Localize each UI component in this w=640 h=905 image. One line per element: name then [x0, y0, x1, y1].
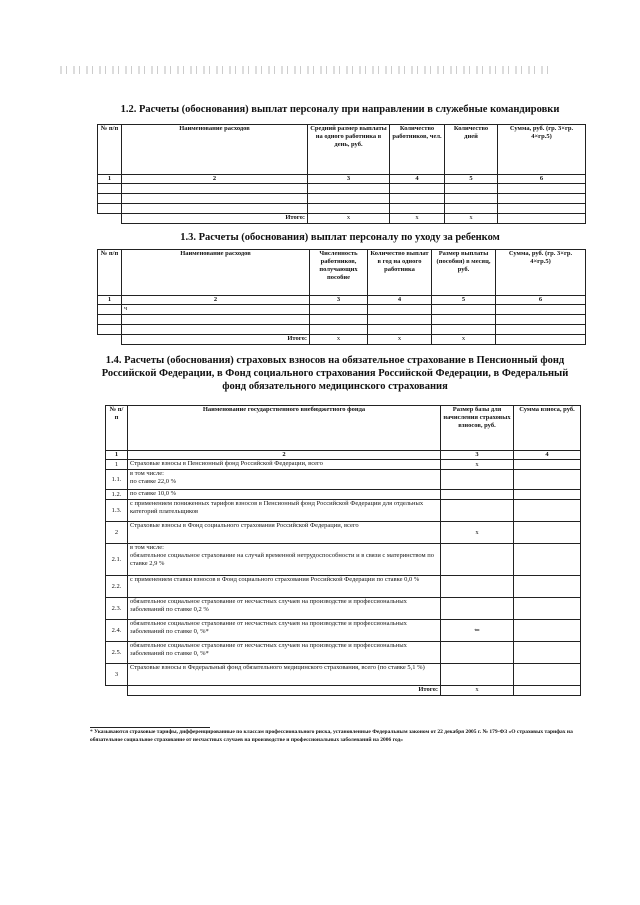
- col-number: 1: [106, 451, 128, 460]
- header-cell: Наименование расходов: [122, 125, 308, 175]
- row-number: 1.3.: [106, 500, 128, 522]
- col-number: 5: [445, 175, 498, 184]
- header-cell: № п/п: [98, 125, 122, 175]
- table-row: [106, 500, 581, 522]
- contribution-value: [514, 500, 581, 522]
- row-number: 2.3.: [106, 598, 128, 620]
- total-mark: x: [390, 214, 445, 224]
- contribution-value: [514, 664, 581, 686]
- footnote-divider: [90, 727, 210, 728]
- total-mark: x: [308, 214, 390, 224]
- section-1-2-title: 1.2. Расчеты (обоснования) выплат персоналу при направлении в служебные командировки: [120, 104, 560, 115]
- contribution-value: [514, 470, 581, 490]
- col-number: 4: [514, 451, 581, 460]
- table-row: [106, 664, 581, 686]
- table-row: [106, 460, 581, 470]
- base-value: [441, 544, 514, 576]
- total-mark: x: [368, 335, 432, 345]
- header-cell: Количество работников, чел.: [390, 125, 445, 175]
- col-number: 1: [98, 296, 122, 305]
- table-row: [106, 490, 581, 500]
- table-row: [98, 305, 586, 315]
- header-cell: Наименование государственного внебюджетного фонда: [128, 406, 441, 451]
- row-number: 2.5.: [106, 642, 128, 664]
- header-cell: Наименование расходов: [122, 250, 310, 296]
- fund-name: Страховые взносы в Федеральный фонд обязательного медицинского страхования, всего (по ставке 5,1 %): [128, 664, 441, 686]
- total-mark: x: [441, 686, 514, 696]
- fund-name: с применением ставки взносов в Фонд социального страхования Российской Федерации по ставке 0,0 %: [128, 576, 441, 598]
- header-cell: Количество выплат в год на одного работника: [368, 250, 432, 296]
- table-row: [106, 642, 581, 664]
- base-value: [441, 500, 514, 522]
- stray-mark: ч: [122, 305, 310, 315]
- fund-name: в том числе: по ставке 22,0 %: [128, 470, 441, 490]
- fund-name: с применением пониженных тарифов взносов в Пенсионный фонд Российской Федерации для отдельных категорий плательщиков: [128, 500, 441, 522]
- base-value: x: [441, 522, 514, 544]
- section-1-3-table: [97, 249, 586, 345]
- fund-name: Страховые взносы в Фонд социального страхования Российской Федерации, всего: [128, 522, 441, 544]
- col-number: 3: [441, 451, 514, 460]
- col-number: 2: [122, 296, 310, 305]
- total-label: Итого:: [122, 214, 308, 224]
- header-cell: № п/п: [106, 406, 128, 451]
- contribution-value: [514, 576, 581, 598]
- table-row: [98, 194, 586, 204]
- footnote: * Указываются страховые тарифы, дифференцированные по классам профессионального риска, установленные Федеральным законом от 22 декабря 2005 г. № 179-ФЗ «О страховых тарифах на обязательное социальное страхование от несчастных случаев на производстве и профессиональных заболеваний на 2006 год»: [90, 729, 573, 743]
- contribution-value: [514, 490, 581, 500]
- total-row: [98, 214, 586, 224]
- header-cell: Размер базы для начисления страховых взносов, руб.: [441, 406, 514, 451]
- base-value: [441, 576, 514, 598]
- col-number: 2: [128, 451, 441, 460]
- base-value: [441, 490, 514, 500]
- total-label: Итого:: [122, 335, 310, 345]
- col-number: 3: [310, 296, 368, 305]
- col-number: 6: [498, 175, 586, 184]
- table-row: [106, 620, 581, 642]
- table-row: [106, 598, 581, 620]
- table-row: [98, 315, 586, 325]
- col-number: 4: [390, 175, 445, 184]
- table-row: [106, 576, 581, 598]
- base-value: [441, 642, 514, 664]
- fund-name: по ставке 10,0 %: [128, 490, 441, 500]
- base-value: [441, 598, 514, 620]
- row-number: 1.2.: [106, 490, 128, 500]
- contribution-value: [514, 642, 581, 664]
- fund-name: обязательное социальное страхование от несчастных случаев на производстве и профессиональных заболеваний по ставке 0,2 %: [128, 598, 441, 620]
- row-number: 3: [106, 664, 128, 686]
- section-1-3-title: 1.3. Расчеты (обоснования) выплат персоналу по уходу за ребенком: [180, 232, 500, 243]
- contribution-value: [514, 460, 581, 470]
- scan-noise: [60, 66, 550, 74]
- total-mark: x: [445, 214, 498, 224]
- table-row: [106, 470, 581, 490]
- header-cell: Размер выплаты (пособия) в месяц, руб.: [432, 250, 496, 296]
- table-row: [98, 204, 586, 214]
- section-1-4-title: 1.4. Расчеты (обоснования) страховых взносов на обязательное страхование в Пенсионный фонд Российской Федерации, в Фонд социального страхования Российской Федерации, в Федеральный фонд обязательного медицинского страхования: [101, 355, 569, 392]
- header-cell: № п/п: [98, 250, 122, 296]
- base-value: [441, 470, 514, 490]
- row-number: 2: [106, 522, 128, 544]
- base-value: ⇐: [441, 620, 514, 642]
- col-number: 4: [368, 296, 432, 305]
- col-number: 6: [496, 296, 586, 305]
- total-row: [106, 686, 581, 696]
- section-1-2-table: [97, 124, 586, 224]
- table-row: [98, 325, 586, 335]
- table-row: [106, 544, 581, 576]
- total-row: [98, 335, 586, 345]
- total-mark: x: [310, 335, 368, 345]
- col-number: 1: [98, 175, 122, 184]
- row-number: 2.4.: [106, 620, 128, 642]
- contribution-value: [514, 598, 581, 620]
- col-number: 5: [432, 296, 496, 305]
- header-cell: Сумма, руб. (гр. 3×гр. 4×гр.5): [498, 125, 586, 175]
- base-value: [441, 664, 514, 686]
- header-cell: Сумма, руб. (гр. 3×гр. 4×гр.5): [496, 250, 586, 296]
- col-number: 2: [122, 175, 308, 184]
- row-number: 1: [106, 460, 128, 470]
- table-row: [106, 522, 581, 544]
- contribution-value: [514, 620, 581, 642]
- contribution-value: [514, 522, 581, 544]
- col-number: 3: [308, 175, 390, 184]
- base-value: x: [441, 460, 514, 470]
- row-number: 2.2.: [106, 576, 128, 598]
- fund-name: обязательное социальное страхование от несчастных случаев на производстве и профессиональных заболеваний по ставке 0, %*: [128, 620, 441, 642]
- fund-name: в том числе: обязательное социальное страхование на случай временной нетрудоспособности и в связи с материнством по ставке 2,9 %: [128, 544, 441, 576]
- header-cell: Сумма взноса, руб.: [514, 406, 581, 451]
- contribution-value: [514, 544, 581, 576]
- total-mark: x: [432, 335, 496, 345]
- header-cell: Численность работников, получающих пособие: [310, 250, 368, 296]
- fund-name: Страховые взносы в Пенсионный фонд Российской Федерации, всего: [128, 460, 441, 470]
- row-number: 1.1.: [106, 470, 128, 490]
- fund-name: обязательное социальное страхование от несчастных случаев на производстве и профессиональных заболеваний по ставке 0, %*: [128, 642, 441, 664]
- section-1-4-table: [105, 405, 581, 696]
- table-row: [98, 184, 586, 194]
- header-cell: Средний размер выплаты на одного работника в день, руб.: [308, 125, 390, 175]
- row-number: 2.1.: [106, 544, 128, 576]
- header-cell: Количество дней: [445, 125, 498, 175]
- total-label: Итого:: [128, 686, 441, 696]
